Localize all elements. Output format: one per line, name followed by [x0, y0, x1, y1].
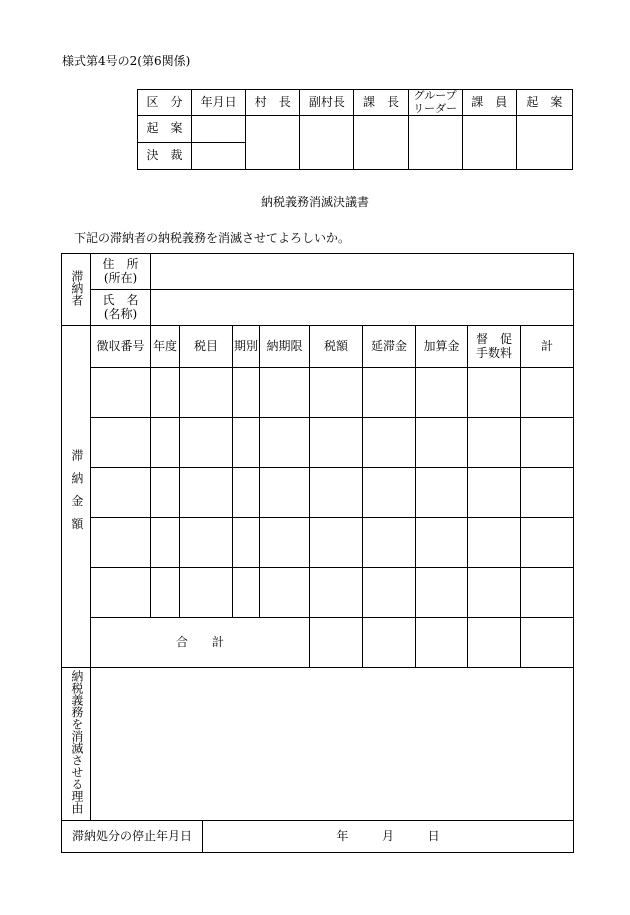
cell[interactable]	[233, 468, 260, 518]
cell[interactable]	[521, 468, 574, 518]
cell[interactable]	[260, 368, 310, 418]
stop-date-field[interactable]	[203, 821, 574, 853]
reason-field[interactable]	[91, 668, 574, 821]
taxpayer-label: 滞納者	[69, 269, 84, 306]
table-row	[62, 568, 574, 618]
cell[interactable]	[180, 468, 233, 518]
column-header: 延滞金	[363, 326, 416, 368]
approval-header: 副村長	[300, 90, 354, 116]
cell[interactable]	[310, 518, 363, 568]
cell[interactable]	[91, 518, 151, 568]
cell[interactable]	[233, 568, 260, 618]
approval-header: 村 長	[246, 90, 300, 116]
approval-stamp-cell[interactable]	[354, 116, 408, 170]
total-row	[62, 618, 574, 668]
cell[interactable]	[363, 368, 416, 418]
approval-header: グループ リーダー	[408, 90, 462, 116]
cell[interactable]	[233, 368, 260, 418]
cell[interactable]	[310, 418, 363, 468]
cell[interactable]	[180, 518, 233, 568]
cell[interactable]	[151, 518, 180, 568]
table-row	[62, 518, 574, 568]
approval-stamp-cell[interactable]	[516, 116, 572, 170]
cell[interactable]	[416, 568, 468, 618]
total-cell[interactable]	[310, 618, 363, 668]
cell[interactable]	[363, 418, 416, 468]
cell[interactable]	[468, 568, 521, 618]
cell[interactable]	[180, 418, 233, 468]
approval-row-label: 起 案	[138, 116, 192, 143]
column-header: 督 促 手数料	[468, 326, 521, 368]
approval-row-label: 決 裁	[138, 143, 192, 170]
cell[interactable]	[363, 468, 416, 518]
cell[interactable]	[260, 418, 310, 468]
cell[interactable]	[521, 418, 574, 468]
approval-header: 年月日	[192, 90, 246, 116]
reason-label: 納税義務を消滅させる理由	[69, 670, 84, 815]
cell[interactable]	[151, 418, 180, 468]
approval-stamp-cell[interactable]	[408, 116, 462, 170]
cell[interactable]	[468, 468, 521, 518]
column-header: 税額	[310, 326, 363, 368]
column-header: 計	[521, 326, 574, 368]
total-cell[interactable]	[521, 618, 574, 668]
cell[interactable]	[260, 518, 310, 568]
column-header: 期別	[233, 326, 260, 368]
amount-label-cell	[62, 326, 91, 668]
cell[interactable]	[310, 368, 363, 418]
cell[interactable]	[151, 568, 180, 618]
table-row	[62, 418, 574, 468]
stop-date-table	[61, 820, 574, 853]
address-label: 住 所 (所在)	[91, 254, 151, 290]
stop-date-label: 滞納処分の停止年月日	[62, 821, 203, 853]
cell[interactable]	[521, 518, 574, 568]
address-field[interactable]	[151, 254, 574, 290]
cell[interactable]	[521, 368, 574, 418]
intro-text: 下記の滞納者の納税義務を消滅させてよろしいか。	[74, 231, 351, 245]
approval-date-cell[interactable]	[192, 143, 246, 170]
taxpayer-label-cell	[62, 254, 91, 326]
cell[interactable]	[233, 518, 260, 568]
cell[interactable]	[91, 418, 151, 468]
approval-table	[137, 89, 573, 170]
cell[interactable]	[233, 418, 260, 468]
cell[interactable]	[416, 368, 468, 418]
cell[interactable]	[416, 518, 468, 568]
table-row	[62, 468, 574, 518]
cell[interactable]	[260, 468, 310, 518]
year-label: 年	[336, 828, 349, 843]
cell[interactable]	[260, 568, 310, 618]
cell[interactable]	[180, 368, 233, 418]
column-header: 加算金	[416, 326, 468, 368]
cell[interactable]	[151, 368, 180, 418]
cell[interactable]	[468, 368, 521, 418]
cell[interactable]	[468, 518, 521, 568]
cell[interactable]	[310, 468, 363, 518]
cell[interactable]	[363, 518, 416, 568]
cell[interactable]	[91, 368, 151, 418]
cell[interactable]	[180, 568, 233, 618]
day-label: 日	[427, 828, 440, 843]
name-field[interactable]	[151, 290, 574, 326]
total-label: 合 計	[91, 618, 310, 668]
cell[interactable]	[151, 468, 180, 518]
cell[interactable]	[91, 468, 151, 518]
total-cell[interactable]	[363, 618, 416, 668]
column-header: 税目	[180, 326, 233, 368]
column-header: 徴収番号	[91, 326, 151, 368]
main-table	[61, 253, 574, 821]
month-label: 月	[381, 828, 394, 843]
approval-stamp-cell[interactable]	[462, 116, 516, 170]
cell[interactable]	[416, 418, 468, 468]
approval-stamp-cell[interactable]	[300, 116, 354, 170]
total-cell[interactable]	[468, 618, 521, 668]
column-header: 年度	[151, 326, 180, 368]
amount-label: 滞納金額	[69, 449, 84, 541]
table-row	[62, 368, 574, 418]
cell[interactable]	[416, 468, 468, 518]
approval-header: 区 分	[138, 90, 192, 116]
cell[interactable]	[91, 568, 151, 618]
cell[interactable]	[468, 418, 521, 468]
approval-header: 課 長	[354, 90, 408, 116]
cell[interactable]	[310, 568, 363, 618]
name-label: 氏 名 (名称)	[91, 290, 151, 326]
approval-header: 起 案	[516, 90, 572, 116]
column-header: 納期限	[260, 326, 310, 368]
approval-date-cell[interactable]	[192, 116, 246, 143]
cell[interactable]	[521, 568, 574, 618]
reason-label-cell	[62, 668, 91, 821]
form-id: 様式第4号の2(第6関係)	[62, 54, 191, 68]
total-cell[interactable]	[416, 618, 468, 668]
approval-stamp-cell[interactable]	[246, 116, 300, 170]
approval-header: 課 員	[462, 90, 516, 116]
cell[interactable]	[363, 568, 416, 618]
document-title: 納税義務消滅決議書	[260, 195, 369, 209]
